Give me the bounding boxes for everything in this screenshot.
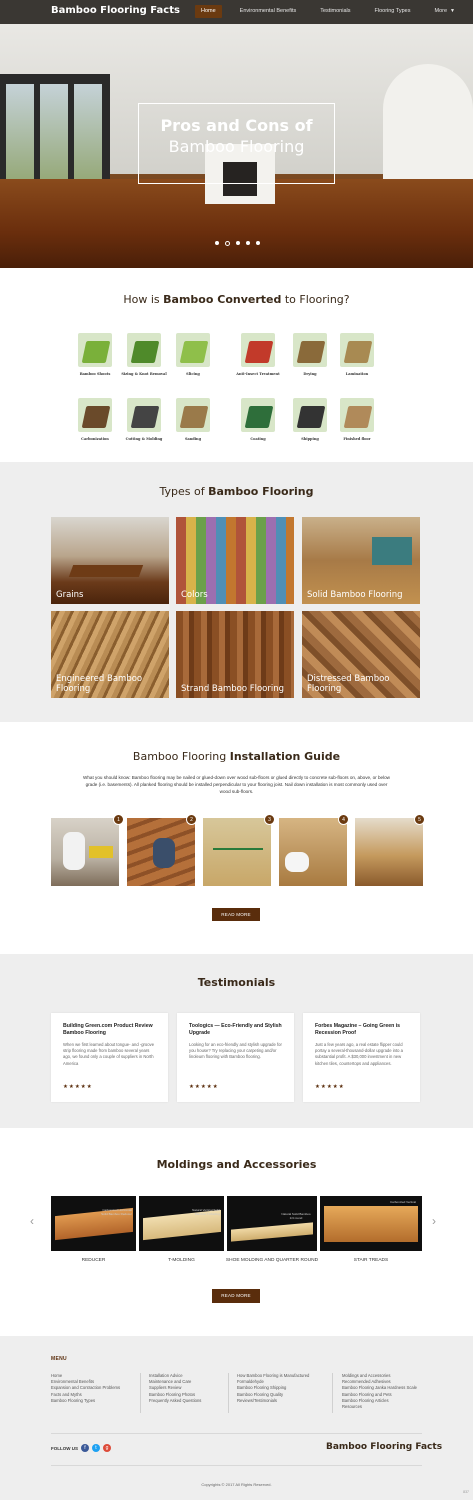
- carousel-next-icon[interactable]: ›: [432, 1214, 436, 1228]
- photo-worker: [63, 832, 85, 870]
- footer-brand[interactable]: Bamboo Flooring Facts: [326, 1442, 443, 1452]
- process-title: [0, 293, 473, 306]
- slider-dot[interactable]: [225, 241, 230, 246]
- copyright-text: Copyrights © 2017 All Rights Reserved.: [201, 1482, 272, 1487]
- coating-line-icon: [237, 398, 279, 434]
- process-step: [332, 333, 382, 376]
- footer-link[interactable]: Frequently Asked Questions: [149, 1397, 202, 1403]
- slider-dot[interactable]: [246, 241, 250, 245]
- install-title: [0, 750, 473, 763]
- insect-treatment-icon: [237, 333, 279, 369]
- process-step: [285, 398, 335, 441]
- process-step: [70, 398, 120, 441]
- twitter-icon[interactable]: [92, 1444, 100, 1452]
- footer-link[interactable]: Bamboo Flooring Shipping: [237, 1385, 287, 1391]
- process-title-pre: How is: [123, 293, 164, 306]
- footer-col-1: [51, 1373, 120, 1404]
- install-title-bold: Installation Guide: [229, 750, 341, 763]
- rating-stars: ★★★★★: [315, 1084, 345, 1090]
- testimonial-card: [177, 1013, 294, 1102]
- follow-us-label: FOLLOW US: [51, 1446, 78, 1451]
- tile-bench: [69, 565, 143, 577]
- process-step-label: Drying: [303, 372, 317, 376]
- process-step-label: Shipping: [301, 437, 319, 441]
- install-read-more-button[interactable]: READ MORE: [212, 908, 260, 921]
- testimonial-title[interactable]: Forbes Magazine – Going Green is Recession Proof: [315, 1023, 401, 1036]
- twitter-glyph: t: [95, 1445, 97, 1451]
- footer-link[interactable]: Bamboo Flooring Quality: [237, 1391, 284, 1397]
- testimonial-body: Looking for an eco-friendly and stylish upgrade for you house? Try replacing your carpeting and/or linoleum flooring with Bamboo flooring.: [189, 1042, 282, 1060]
- install-photo-4[interactable]: [279, 818, 347, 886]
- molding-image-reducer[interactable]: [51, 1196, 136, 1251]
- slider-dot[interactable]: [256, 241, 260, 245]
- finished-floor-icon: [336, 398, 378, 434]
- footer-col-3: [237, 1373, 309, 1404]
- process-step: [70, 333, 120, 376]
- footer-link[interactable]: Facts and Myths: [51, 1391, 82, 1397]
- molding-shape: [324, 1206, 418, 1242]
- molding-label: SHOE MOLDING AND QUARTER ROUND: [225, 1258, 319, 1263]
- process-step-label: Sizing & Knot Removal: [121, 372, 167, 376]
- molding-image-stair-treads[interactable]: [320, 1196, 422, 1251]
- footer-separator: [51, 1433, 422, 1434]
- carousel-prev-icon[interactable]: ‹: [30, 1214, 34, 1228]
- footer-divider: [140, 1373, 141, 1413]
- molding-image-shoe-molding[interactable]: [227, 1196, 317, 1251]
- nav-menu: [195, 5, 473, 18]
- tile-label: Solid Bamboo Flooring: [307, 590, 403, 600]
- process-step: [168, 333, 218, 376]
- slider-dot[interactable]: [215, 241, 219, 245]
- cutting-machine-icon: [123, 398, 165, 434]
- footer: [0, 1336, 473, 1500]
- nav-item-flooring-types[interactable]: Flooring Types: [374, 8, 411, 14]
- footer-link[interactable]: Bamboo Flooring Types: [51, 1397, 96, 1403]
- nav-item-more[interactable]: [428, 5, 460, 18]
- footer-link[interactable]: How Bamboo Flooring is Manufactured: [237, 1373, 310, 1378]
- photo-line: [213, 848, 263, 850]
- footer-link[interactable]: Maintenance and Care: [149, 1379, 192, 1385]
- drying-planks-icon: [289, 333, 331, 369]
- footer-menu-heading: MENU: [51, 1356, 67, 1362]
- door-pane: [74, 84, 102, 194]
- tile-sofa: [372, 537, 412, 565]
- bamboo-strips-icon: [172, 333, 214, 369]
- process-step-label: Finished floor: [343, 437, 371, 441]
- types-title: [0, 485, 473, 498]
- hero-title-box: [138, 103, 335, 184]
- chevron-down-icon: ▼: [450, 8, 455, 14]
- footer-link[interactable]: Bamboo Flooring and Pets: [342, 1391, 392, 1397]
- facebook-icon[interactable]: [81, 1444, 89, 1452]
- google-plus-glyph: g: [105, 1445, 109, 1451]
- process-step-label: Slicing: [186, 372, 200, 376]
- footer-link[interactable]: Bamboo Flooring Photos: [149, 1391, 196, 1397]
- process-step-label: Coating: [250, 437, 266, 441]
- tile-label: Colors: [181, 590, 208, 600]
- hero-title-line1: Pros and Cons of: [160, 116, 313, 135]
- footer-link[interactable]: Installation Advice: [149, 1373, 183, 1378]
- install-photo-5[interactable]: [355, 818, 423, 886]
- photo-worker: [285, 852, 309, 872]
- process-step-label: Lamination: [345, 372, 369, 376]
- footer-divider: [332, 1373, 333, 1413]
- slider-dots: [215, 241, 266, 246]
- footer-link[interactable]: Suppliers Review: [149, 1385, 182, 1391]
- rating-stars: ★★★★★: [63, 1084, 93, 1090]
- door-pane: [40, 84, 68, 194]
- moldings-read-more-button[interactable]: READ MORE: [212, 1289, 260, 1303]
- footer-link[interactable]: Expansion and Contraction Problems: [51, 1385, 121, 1391]
- tile-solid[interactable]: [302, 517, 420, 604]
- process-step: [233, 398, 283, 441]
- nav-item-testimonials[interactable]: Testimonials: [320, 8, 351, 14]
- process-step: [285, 333, 335, 376]
- google-plus-icon[interactable]: [103, 1444, 111, 1452]
- tile-colors[interactable]: [176, 517, 294, 604]
- step-number: 1: [113, 814, 124, 825]
- nav-item-home[interactable]: Home: [195, 5, 222, 18]
- tile-distressed[interactable]: [302, 611, 420, 698]
- footer-link[interactable]: Bamboo Flooring Articles: [342, 1397, 389, 1403]
- process-step: [119, 398, 169, 441]
- process-step-label: Carbonization: [81, 437, 109, 441]
- process-step: [119, 333, 169, 376]
- step-number: 5: [414, 814, 425, 825]
- carbonization-icon: [74, 398, 116, 434]
- process-step: [233, 333, 283, 376]
- molding-caption: Carbonized Horizontal Solid Bamboo Reducer: [101, 1208, 132, 1216]
- sanding-machine-icon: [172, 398, 214, 434]
- testimonial-body: Just a few years ago, a real estate flipper could portay a several-thousand-dollar upgrade into a substantial profit. A $30,000 investment in new kitchen tiles, countertops and appliances.: [315, 1042, 403, 1066]
- moldings-title: Moldings and Accessories: [156, 1158, 317, 1171]
- footer-link[interactable]: Reviews/Testimonials: [237, 1397, 278, 1403]
- facebook-glyph: f: [84, 1445, 86, 1451]
- version-label: 837: [463, 1490, 469, 1494]
- molding-label: T-MOLDING: [168, 1258, 195, 1263]
- step-number: 3: [264, 814, 275, 825]
- footer-link[interactable]: Home: [51, 1373, 63, 1378]
- molding-label: REDUCER: [81, 1258, 106, 1263]
- bamboo-shoots-icon: [74, 333, 116, 369]
- molding-label: STAIR TREADS: [353, 1258, 389, 1263]
- process-step-label: Anti-Insect Treatment: [236, 372, 280, 376]
- footer-link[interactable]: Environmental Benefits: [51, 1379, 95, 1385]
- top-navbar: [0, 0, 473, 24]
- process-title-post: to Flooring?: [281, 293, 350, 306]
- footer-divider: [228, 1373, 229, 1413]
- footer-separator: [51, 1465, 422, 1466]
- door-pane: [6, 84, 34, 194]
- footer-link[interactable]: Moldings and Accessories: [342, 1373, 391, 1378]
- footer-link[interactable]: Resources: [342, 1404, 363, 1410]
- testimonial-card: [303, 1013, 420, 1102]
- photo-saw: [89, 846, 113, 858]
- molding-image-t-molding[interactable]: [139, 1196, 224, 1251]
- process-step: [168, 398, 218, 441]
- tile-label: Distressed Bamboo Flooring: [307, 674, 390, 694]
- molding-caption: Natural Vertical Solid Bamboo T-Molding: [192, 1208, 220, 1216]
- install-photo-3[interactable]: [203, 818, 271, 886]
- footer-col-2: [149, 1373, 201, 1404]
- tile-strand[interactable]: [176, 611, 294, 698]
- hero-title-line2: Bamboo Flooring: [168, 137, 305, 156]
- process-step-label: Sanding: [184, 437, 202, 441]
- rating-stars: ★★★★★: [189, 1084, 219, 1090]
- molding-caption: Carbonized Vertical: [389, 1200, 416, 1204]
- shipping-truck-icon: [289, 398, 331, 434]
- molding-shape: [231, 1222, 313, 1241]
- install-title-pre: Bamboo Flooring: [132, 750, 230, 763]
- process-title-bold: Bamboo Converted: [163, 293, 282, 306]
- lamination-planks-icon: [336, 333, 378, 369]
- molding-caption: Natural Solid Bamboo 1/4 round: [281, 1212, 311, 1220]
- testimonial-card: [51, 1013, 168, 1102]
- footer-link[interactable]: Formaldehyde: [237, 1379, 264, 1385]
- tile-engineered[interactable]: [51, 611, 169, 698]
- photo-worker: [153, 838, 175, 868]
- step-number: 4: [338, 814, 349, 825]
- install-photo-1[interactable]: [51, 818, 119, 886]
- types-title-pre: Types of: [159, 485, 209, 498]
- step-number: 2: [186, 814, 197, 825]
- types-title-bold: Bamboo Flooring: [208, 485, 314, 498]
- process-step: [332, 398, 382, 441]
- tile-label: Engineered Bamboo Flooring: [56, 674, 143, 694]
- nav-item-more-label: More: [434, 8, 448, 14]
- slider-dot[interactable]: [236, 241, 240, 245]
- footer-link[interactable]: Recommended Adhesives: [342, 1379, 391, 1385]
- process-step-label: Cutting & Molding: [125, 437, 163, 441]
- process-step-label: Bamboo Shoots: [79, 372, 111, 376]
- tile-label: Grains: [56, 590, 84, 600]
- testimonial-body: When we first learned about tongue- and -groove strip flooring made from bamboo several years ago, we found only a couple of suppliers in North America: [63, 1042, 155, 1066]
- install-text: What you should know: Bamboo flooring may be nailed or glued-down over wood sub-floors or glued directly to concrete sub-floors on, above, or below grade (i.e. basements). All planked flooring should be installed perpendicular to your flooring joist. Nail down installation is most commonly used over wood sub-floors.: [83, 775, 390, 794]
- site-brand[interactable]: Bamboo Flooring Facts: [51, 5, 180, 16]
- bamboo-stalks-icon: [123, 333, 165, 369]
- tile-label: Strand Bamboo Flooring: [181, 684, 285, 694]
- tile-grains[interactable]: [51, 517, 169, 604]
- footer-col-4: [342, 1373, 417, 1410]
- footer-link[interactable]: Bamboo Flooring Janka Hardness Scale: [342, 1385, 417, 1391]
- testimonial-title[interactable]: Toologics — Eco-Friendly and Stylish Upgrade: [189, 1023, 282, 1036]
- testimonials-title: Testimonials: [197, 976, 276, 989]
- testimonial-title[interactable]: Building Green.com Product Review Bamboo Flooring: [63, 1023, 153, 1036]
- nav-item-environmental-benefits[interactable]: Environmental Benefits: [239, 8, 297, 14]
- install-photo-2[interactable]: [127, 818, 195, 886]
- hero-slider: [0, 24, 473, 268]
